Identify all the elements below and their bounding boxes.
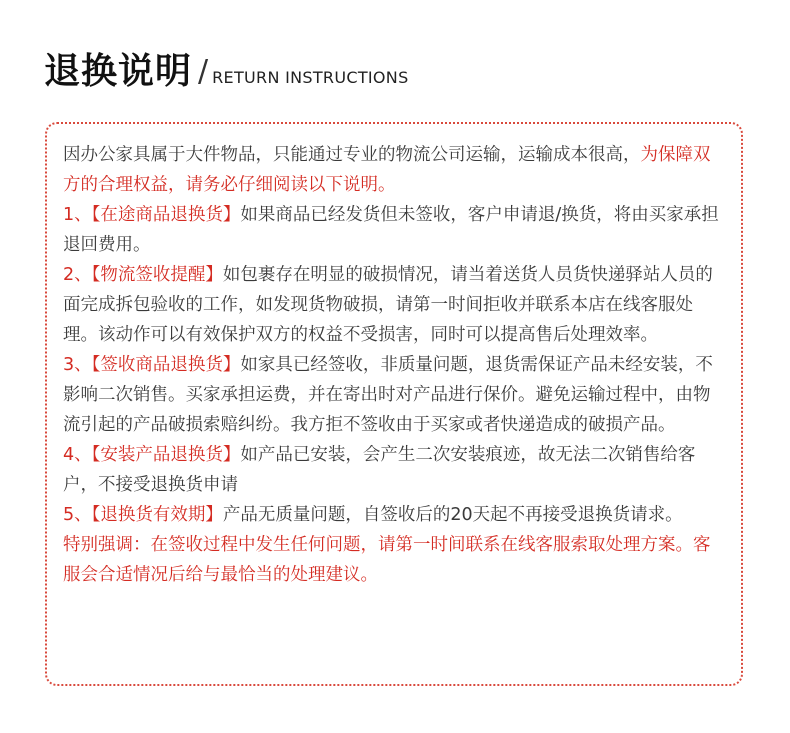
- item-label: 【物流签收提醒】: [91, 265, 223, 285]
- page-title: 退换说明: [44, 51, 193, 92]
- instruction-item-5: [63, 500, 727, 530]
- item-number: 3、: [63, 355, 92, 375]
- instruction-item-2: [63, 260, 727, 350]
- item-text: 如果商品已经发货但未签收，客户申请退/换货，将由买家承担退回费用。: [63, 205, 719, 255]
- instructions-text: [63, 140, 727, 590]
- item-number: 5、: [63, 505, 92, 525]
- item-label: 【退换货有效期】: [91, 505, 223, 525]
- page-subtitle: RETURN INSTRUCTIONS: [212, 68, 409, 87]
- instructions-box: [45, 122, 743, 686]
- intro-highlight: 为保障双方的合理权益，请务必仔细阅读以下说明。: [63, 145, 711, 195]
- item-number: 2、: [63, 265, 92, 285]
- item-text: 产品无质量问题，自签收后的20天起不再接受退换货请求。: [222, 505, 683, 525]
- special-notice: 特别强调：在签收过程中发生任何问题，请第一时间联系在线客服索取处理方案。客服会合适情况后给与最恰当的处理建议。: [63, 535, 711, 585]
- item-text: 如家具已经签收，非质量问题，退货需保证产品未经安装，不影响二次销售。买家承担运费，并在寄出时对产品进行保价。避免运输过程中，由物流引起的产品破损索赔纠纷。我方拒不签收由于买家或者快递造成的破损产品。: [63, 355, 713, 435]
- item-label: 【签收商品退换货】: [91, 355, 241, 375]
- page-header: [44, 44, 409, 94]
- item-number: 1、: [63, 205, 92, 225]
- item-number: 4、: [63, 445, 92, 465]
- intro-paragraph: [63, 140, 727, 200]
- instruction-item-1: [63, 200, 727, 260]
- item-label: 【在途商品退换货】: [91, 205, 241, 225]
- intro-text: 因办公家具属于大件物品，只能通过专业的物流公司运输，运输成本很高，: [63, 145, 641, 165]
- instruction-item-4: [63, 440, 727, 500]
- item-label: 【安装产品退换货】: [91, 445, 241, 465]
- item-text: 如产品已安装，会产生二次安装痕迹，故无法二次销售给客户，不接受退换货申请: [63, 445, 696, 495]
- instruction-item-3: [63, 350, 727, 440]
- title-separator: /: [198, 54, 209, 89]
- item-text: 如包裹存在明显的破损情况，请当着送货人员货快递驿站人员的面完成拆包验收的工作，如发现货物破损，请第一时间拒收并联系本店在线客服处理。该动作可以有效保护双方的权益不受损害，同时可以提高售后处理效率。: [63, 265, 713, 345]
